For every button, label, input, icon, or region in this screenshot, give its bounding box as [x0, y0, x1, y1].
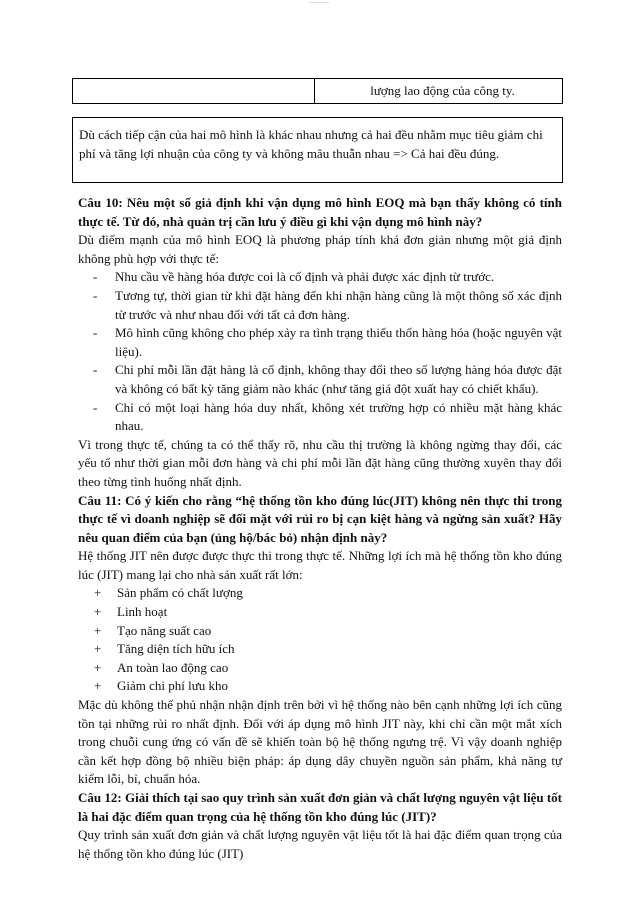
q10-intro: Dù điểm mạnh của mô hình EOQ là phương pháp tính khá đơn giản nhưng một giả định không phù hợp với thực tế:	[78, 232, 562, 266]
bullet-marker: -	[93, 325, 98, 341]
q12-answer: Quy trình sản xuất đơn giản và chất lượng nguyên vật liệu tốt là hai đặc điểm quan trọng của hệ thống tồn kho đúng lúc (JIT)	[78, 827, 562, 861]
list-item-text: Chỉ có một loại hàng hóa duy nhất, không xét trường hợp có nhiều mặt hàng khác nhau.	[115, 399, 562, 434]
list-item	[78, 287, 562, 324]
bullet-marker: +	[94, 641, 102, 657]
question-11: Câu 11: Có ý kiến cho rằng “hệ thống tồn kho đúng lúc(JIT) không nên thực thi trong thực tế vì doanh nghiệp sẽ đối mặt với rủi ro bị cạn kiệt hàng và ngừng sản xuất? Hãy nêu quan điểm của bạn (ủng hộ/bác bỏ) nhận định này?	[78, 492, 562, 545]
bullet-marker: +	[94, 585, 102, 601]
list-item-text: Chi phí mỗi lần đặt hàng là cố định, không thay đổi theo số lượng hàng hóa được đặt và không có bất kỳ tăng giảm nào khác (như tăng giá đột xuất hay có chiết khấu).	[115, 362, 562, 396]
question-10: Câu 10: Nêu một số giả định khi vận dụng mô hình EOQ mà bạn thấy không có tính thực tế. Từ đó, nhà quản trị cần lưu ý điều gì khi vận dụng mô hình này?	[78, 195, 562, 229]
list-item-text: Linh hoạt	[117, 604, 168, 620]
list-item	[78, 399, 562, 436]
table-cell-right: lượng lao động của công ty.	[370, 83, 515, 98]
list-item-text: Tạo năng suất cao	[117, 622, 212, 638]
list-item-text: Tăng diện tích hữu ích	[117, 641, 235, 657]
list-item	[78, 677, 562, 696]
list-item	[78, 268, 562, 287]
list-item	[78, 361, 562, 398]
q10-assumption-list	[78, 268, 562, 435]
list-item-text: Sản phẩm có chất lượng	[117, 585, 243, 601]
list-item	[78, 640, 562, 659]
bullet-marker: +	[94, 659, 102, 675]
list-item-text: Tương tự, thời gian từ khi đặt hàng đến khi nhận hàng cũng là một thông số xác định từ trước và như nhau đối với tất cả đơn hàng.	[115, 287, 562, 322]
bullet-marker: +	[94, 622, 102, 638]
document-body	[78, 187, 562, 863]
list-item	[78, 324, 562, 361]
q11-benefit-list	[78, 584, 562, 696]
bullet-marker: -	[93, 399, 98, 415]
list-item	[78, 603, 562, 622]
q11-conclusion: Mặc dù không thể phủ nhận nhận định trên bởi vì hệ thống nào bên cạnh những lợi ích cũng tồn tại những rủi ro nhất định. Đối với áp dụng mô hình JIT này, khi chỉ cần một mắt xích trong chuỗi cung ứng có vấn đề sẽ khiến toàn bộ hệ thống ngưng trệ. Vì vậy doanh nghiệp cần kết hợp đồng bộ nhiều biện pháp: áp dụng dây chuyền nguồn sản phẩm, khả năng tự kiểm lỗi, bỉ, chuẩn hóa.	[78, 697, 562, 787]
q11-intro: Hệ thống JIT nên được được thực thi trong thực tế. Những lợi ích mà hệ thống tồn kho đúng lúc (JIT) mang lại cho nhà sản xuất rất lớn:	[78, 548, 562, 582]
bullet-marker: -	[93, 362, 98, 378]
q10-conclusion: Vì trong thực tế, chúng ta có thể thấy rõ, nhu cầu thị trường là không ngừng thay đổi, các yếu tố như thời gian mỗi đơn hàng và chi phí mỗi lần đặt hàng cũng thường xuyên thay đổi theo từng tình huống nhất định.	[78, 436, 562, 489]
list-item	[78, 584, 562, 603]
conclusion-box: Dù cách tiếp cận của hai mô hình là khác nhau nhưng cả hai đều nhằm mục tiêu giảm chi phí và tăng lợi nhuận của công ty và không mâu thuẫn nhau => Cả hai đều đúng.	[72, 117, 563, 183]
list-item	[78, 622, 562, 641]
bullet-marker: -	[93, 269, 98, 285]
question-12: Câu 12: Giải thích tại sao quy trình sản xuất đơn giản và chất lượng nguyên vật liệu tốt là hai đặc điểm quan trọng của hệ thống tồn kho đúng lúc (JIT)?	[78, 790, 562, 824]
table-fragment	[72, 78, 563, 104]
list-item-text: Giảm chi phí lưu kho	[117, 678, 229, 694]
list-item-text: An toàn lao động cao	[117, 659, 229, 675]
bullet-marker: +	[94, 678, 102, 694]
page-top-mark	[309, 2, 329, 3]
bullet-marker: +	[94, 604, 102, 620]
bullet-marker: -	[93, 287, 98, 303]
list-item	[78, 659, 562, 678]
list-item-text: Nhu cầu về hàng hóa được coi là cố định và phải được xác định từ trước.	[115, 269, 495, 285]
list-item-text: Mô hình cũng không cho phép xảy ra tình trạng thiếu thốn hàng hóa (hoặc nguyên vật liệu).	[115, 325, 562, 359]
